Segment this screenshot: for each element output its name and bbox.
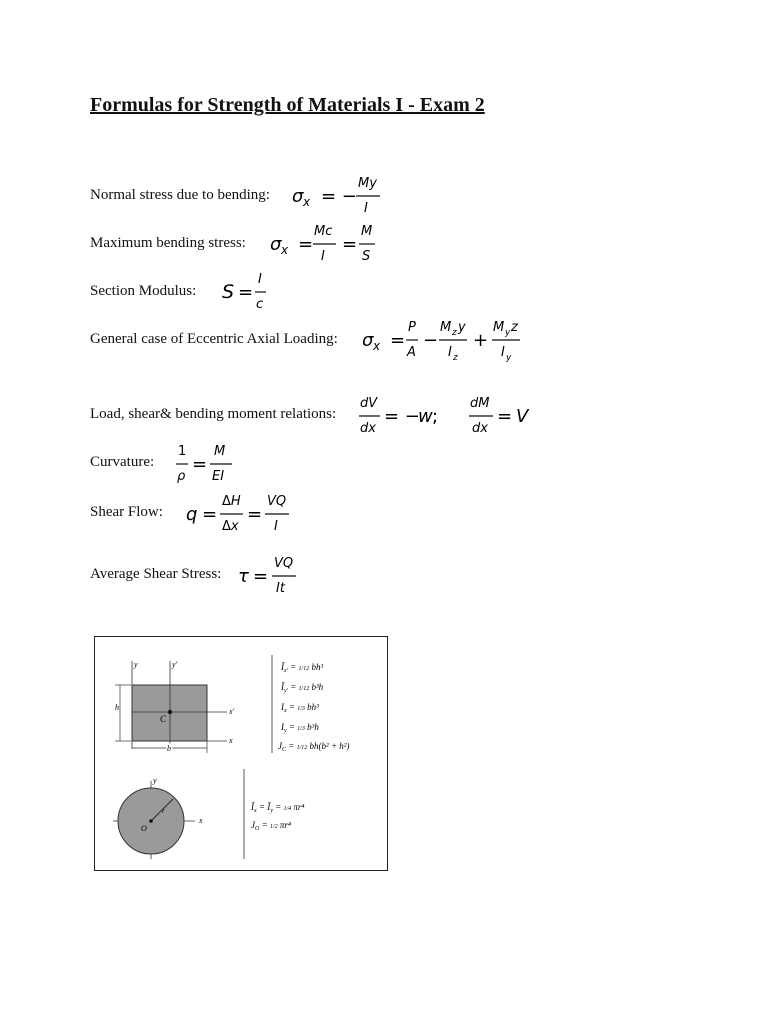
svg-text:=: = [298,234,314,255]
svg-text:dx: dx [472,421,488,436]
svg-text:P: P [408,320,416,335]
page-title: Formulas for Strength of Materials I - Exam 2 [90,94,485,116]
circle-label-y: y [153,776,157,785]
svg-text:ΔH: ΔH [222,494,241,509]
load-shear-formula [356,392,536,438]
rect-label-x-prime: x' [229,707,235,716]
svg-text:Ix = 1/3 bh³: $I_x = 1/3$ bh³ [281,702,319,714]
section-modulus-label: Section Modulus: [90,283,197,299]
svg-text:y: y [458,320,466,335]
svg-text:q: q [186,504,198,525]
avg-shear-label: Average Shear Stress: [90,566,222,582]
circle-formula-2-symbol: J [251,820,255,830]
svg-text:=: = [497,406,513,427]
rect-inertia-formulas [278,662,349,753]
rect-formula-4-symbol: I [281,722,284,732]
svg-text:τ: τ [238,566,249,587]
svg-text:= −: = − [321,186,357,207]
svg-text:σ: σ [270,234,282,255]
svg-text:I: I [258,272,262,287]
svg-text:M: M [493,320,505,335]
curvature-formula [174,440,240,484]
svg-text:Īy' = 1/12 b³h: $Ī_{y'} = 1/12$ b³h [281,682,324,694]
svg-text:dV: dV [360,396,378,411]
svg-text:I: I [364,201,368,216]
rect-label-b: b [167,744,171,753]
svg-text:x: x [373,339,381,353]
svg-text:= −: = − [384,406,420,427]
avg-shear-formula [236,552,302,596]
svg-text:=: = [202,504,218,525]
svg-text:Īx' = 1/12 bh³: $Ī_{x'} = 1/12$ bh³ [281,662,324,674]
svg-text:y: y [505,328,511,338]
svg-text:c: c [256,297,264,312]
shear-flow-formula [184,490,294,534]
svg-text:z: z [452,328,457,338]
svg-text:I: I [274,519,278,534]
svg-text:z: z [511,320,518,335]
svg-text:VQ: VQ [267,494,287,509]
svg-text:;: ; [432,406,439,427]
svg-text:+: + [473,330,489,351]
eccentric-loading-label: General case of Eccentric Axial Loading: [90,331,338,347]
svg-text:V: V [516,406,529,427]
svg-text:=: = [247,504,263,525]
rect-label-c: C [160,714,167,724]
svg-text:x: x [303,195,311,209]
rect-formula-2-symbol: Ī [281,682,284,692]
svg-text:Iy = 1/3 b³h: $I_y = 1/3$ b³h [281,722,319,734]
circle-label-r: r [162,807,165,815]
svg-text:EI: EI [212,469,225,484]
rect-label-y: y [134,660,138,669]
max-bending-label: Maximum bending stress: [90,235,246,251]
rect-label-y-prime: y' [172,660,178,669]
max-bending-formula [268,220,383,264]
svg-text:I: I [501,345,505,360]
svg-text:M: M [214,444,226,459]
rect-formula-1-symbol: Ī [281,662,284,672]
rect-label-h: h [115,703,119,712]
circle-label-x: x [199,816,203,825]
svg-text:x: x [281,243,289,257]
svg-text:A: A [407,345,416,360]
svg-text:M: M [361,224,373,239]
svg-text:JO = 1/2 πr⁴: $J_O = 1/2$ πr⁴ [251,820,291,832]
svg-text:=: = [342,234,358,255]
svg-text:1: 1 [178,444,187,459]
normal-stress-label: Normal stress due to bending: [90,187,270,203]
svg-text:y: y [506,353,512,363]
moment-of-inertia-figure [94,636,388,871]
svg-text:S: S [362,249,371,264]
shear-flow-label: Shear Flow: [90,504,163,520]
svg-text:ρ: ρ [177,469,186,484]
svg-text:JC = 1/12 bh(b² + h²): $J_C = 1/12$ bh(b² + h²) [278,741,350,753]
rect-formula-5-symbol: J [278,741,282,751]
svg-text:dM: dM [470,396,490,411]
circle-formula-1-symbol: Ī [251,802,254,812]
svg-text:=: = [192,454,208,475]
circle-label-o: O [141,824,147,833]
rectangle-section-diagram [95,637,387,870]
svg-text:I: I [321,249,325,264]
rect-label-x: x [229,736,233,745]
svg-text:dx: dx [360,421,376,436]
svg-text:=: = [390,330,406,351]
svg-text:z: z [453,353,458,363]
svg-text:w: w [418,406,433,427]
svg-text:VQ: VQ [274,556,294,571]
svg-text:S: S [222,281,235,303]
curvature-label: Curvature: [90,454,155,470]
svg-text:My: My [358,176,377,191]
normal-stress-formula [290,172,390,216]
svg-text:Δx: Δx [222,519,239,534]
svg-text:=: = [238,282,254,303]
svg-text:−: − [423,330,439,351]
svg-text:Mc: Mc [314,224,333,239]
svg-text:=: = [253,566,269,587]
svg-text:σ: σ [292,186,304,207]
svg-text:σ: σ [362,330,374,351]
svg-text:I: I [448,345,452,360]
svg-text:Īx = Īy = 1/4 πr⁴: $Ī_x$ = $Ī_y = 1/4$ πr⁴ [251,802,305,814]
svg-text:M: M [440,320,452,335]
rect-formula-3-symbol: I [281,702,284,712]
section-modulus-formula [220,268,280,312]
load-shear-label: Load, shear& bending moment relations: [90,406,337,422]
svg-text:It: It [276,581,285,596]
circle-inertia-formulas [250,802,305,832]
eccentric-loading-formula [360,316,535,364]
